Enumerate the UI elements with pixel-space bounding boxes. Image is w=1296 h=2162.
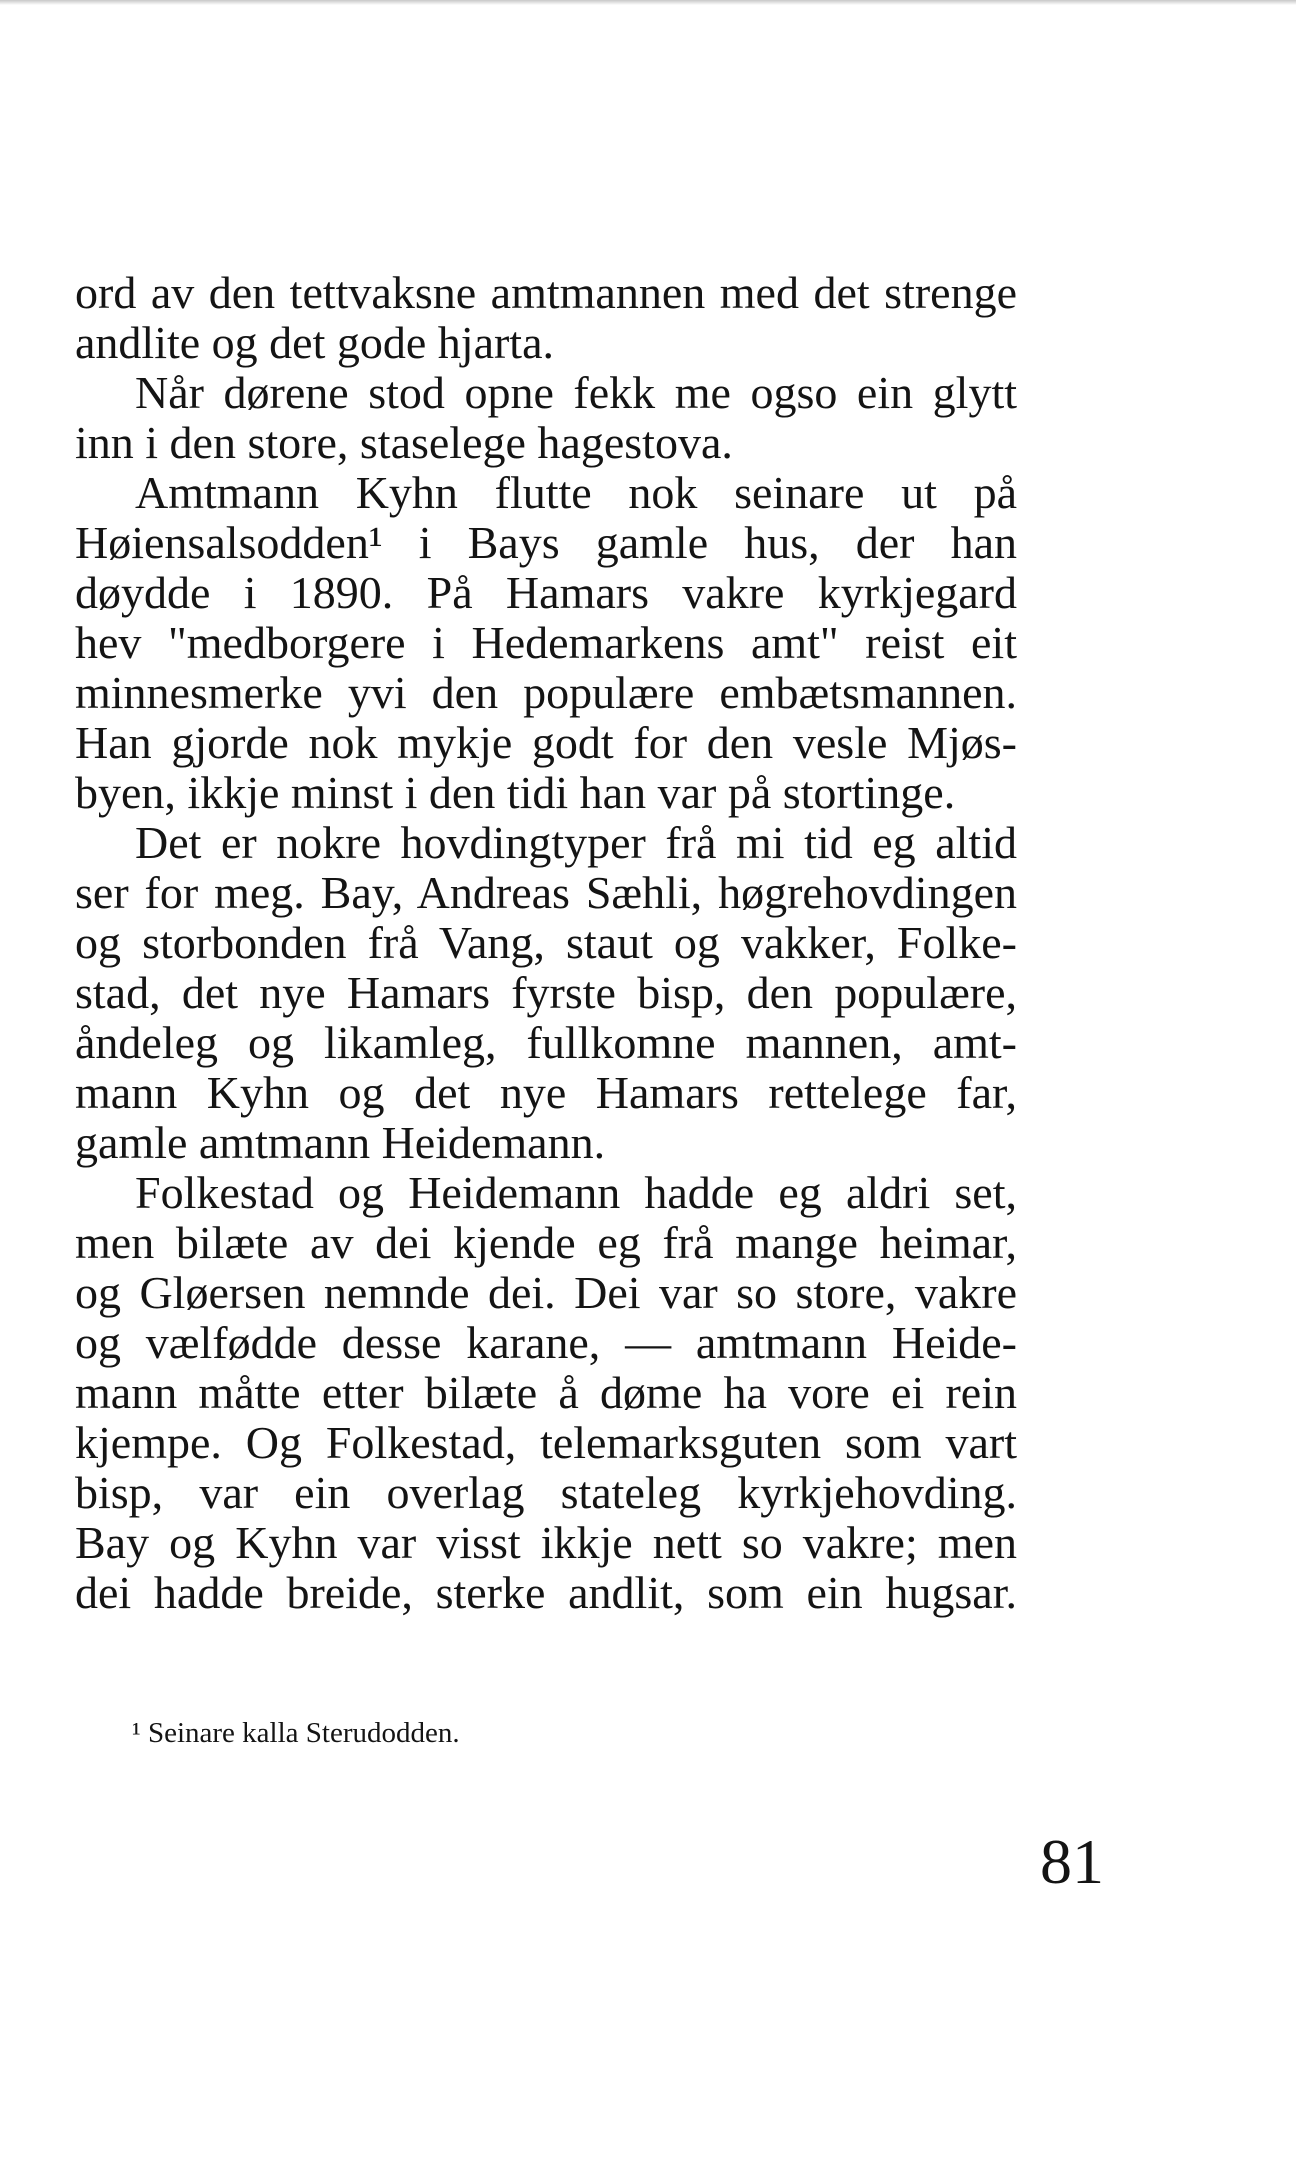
page-number: 81 — [1040, 1826, 1104, 1897]
text-line: Det er nokre hovdingtyper frå mi tid eg altid — [135, 817, 1017, 868]
text-line: dei hadde breide, sterke andlit, som ein hugsar. — [75, 1567, 1017, 1618]
text-line: Folkestad og Heidemann hadde eg aldri set, — [135, 1167, 1017, 1218]
text-line: ord av den tettvaksne amtmannen med det strenge — [75, 267, 1017, 318]
text-line: minnesmerke yvi den populære embætsmannen. — [75, 667, 1017, 718]
text-line: hev "medborgere i Hedemarkens amt" reist eit — [75, 617, 1017, 668]
text-line: Han gjorde nok mykje godt for den vesle Mjøs- — [75, 717, 1017, 768]
text-line: døydde i 1890. På Hamars vakre kyrkjegard — [75, 567, 1017, 618]
text-line: og Gløersen nemnde dei. Dei var so store, vakre — [75, 1267, 1017, 1318]
text-line: inn i den store, staselege hagestova. — [75, 417, 733, 468]
text-line: byen, ikkje minst i den tidi han var på stortinge. — [75, 767, 956, 818]
page-top-edge — [0, 0, 1296, 5]
text-line: bisp, var ein overlag stateleg kyrkjehovding. — [75, 1467, 1017, 1518]
text-line: Amtmann Kyhn flutte nok seinare ut på — [135, 467, 1017, 518]
text-line: Bay og Kyhn var visst ikkje nett so vakre; men — [75, 1517, 1017, 1568]
text-line: gamle amtmann Heidemann. — [75, 1117, 606, 1168]
text-line: stad, det nye Hamars fyrste bisp, den populære, — [75, 967, 1017, 1018]
text-line: kjempe. Og Folkestad, telemarksguten som vart — [75, 1417, 1017, 1468]
text-line: åndeleg og likamleg, fullkomne mannen, amt- — [75, 1017, 1017, 1068]
text-line: og storbonden frå Vang, staut og vakker, Folke- — [75, 917, 1017, 968]
text-line: og vælfødde desse karane, — amtmann Heide- — [75, 1317, 1017, 1368]
text-line: mann Kyhn og det nye Hamars rettelege far, — [75, 1067, 1017, 1118]
text-line: Høiensalsodden¹ i Bays gamle hus, der han — [75, 517, 1017, 568]
text-line: ser for meg. Bay, Andreas Sæhli, høgrehovdingen — [75, 867, 1017, 918]
footnote: ¹ Seinare kalla Sterudodden. — [132, 1717, 460, 1749]
body-text — [75, 268, 1017, 1618]
text-line: mann måtte etter bilæte å døme ha vore ei rein — [75, 1367, 1017, 1418]
text-line: men bilæte av dei kjende eg frå mange heimar, — [75, 1217, 1017, 1268]
text-line: Når dørene stod opne fekk me ogso ein glytt — [135, 367, 1017, 418]
text-line: andlite og det gode hjarta. — [75, 317, 555, 368]
